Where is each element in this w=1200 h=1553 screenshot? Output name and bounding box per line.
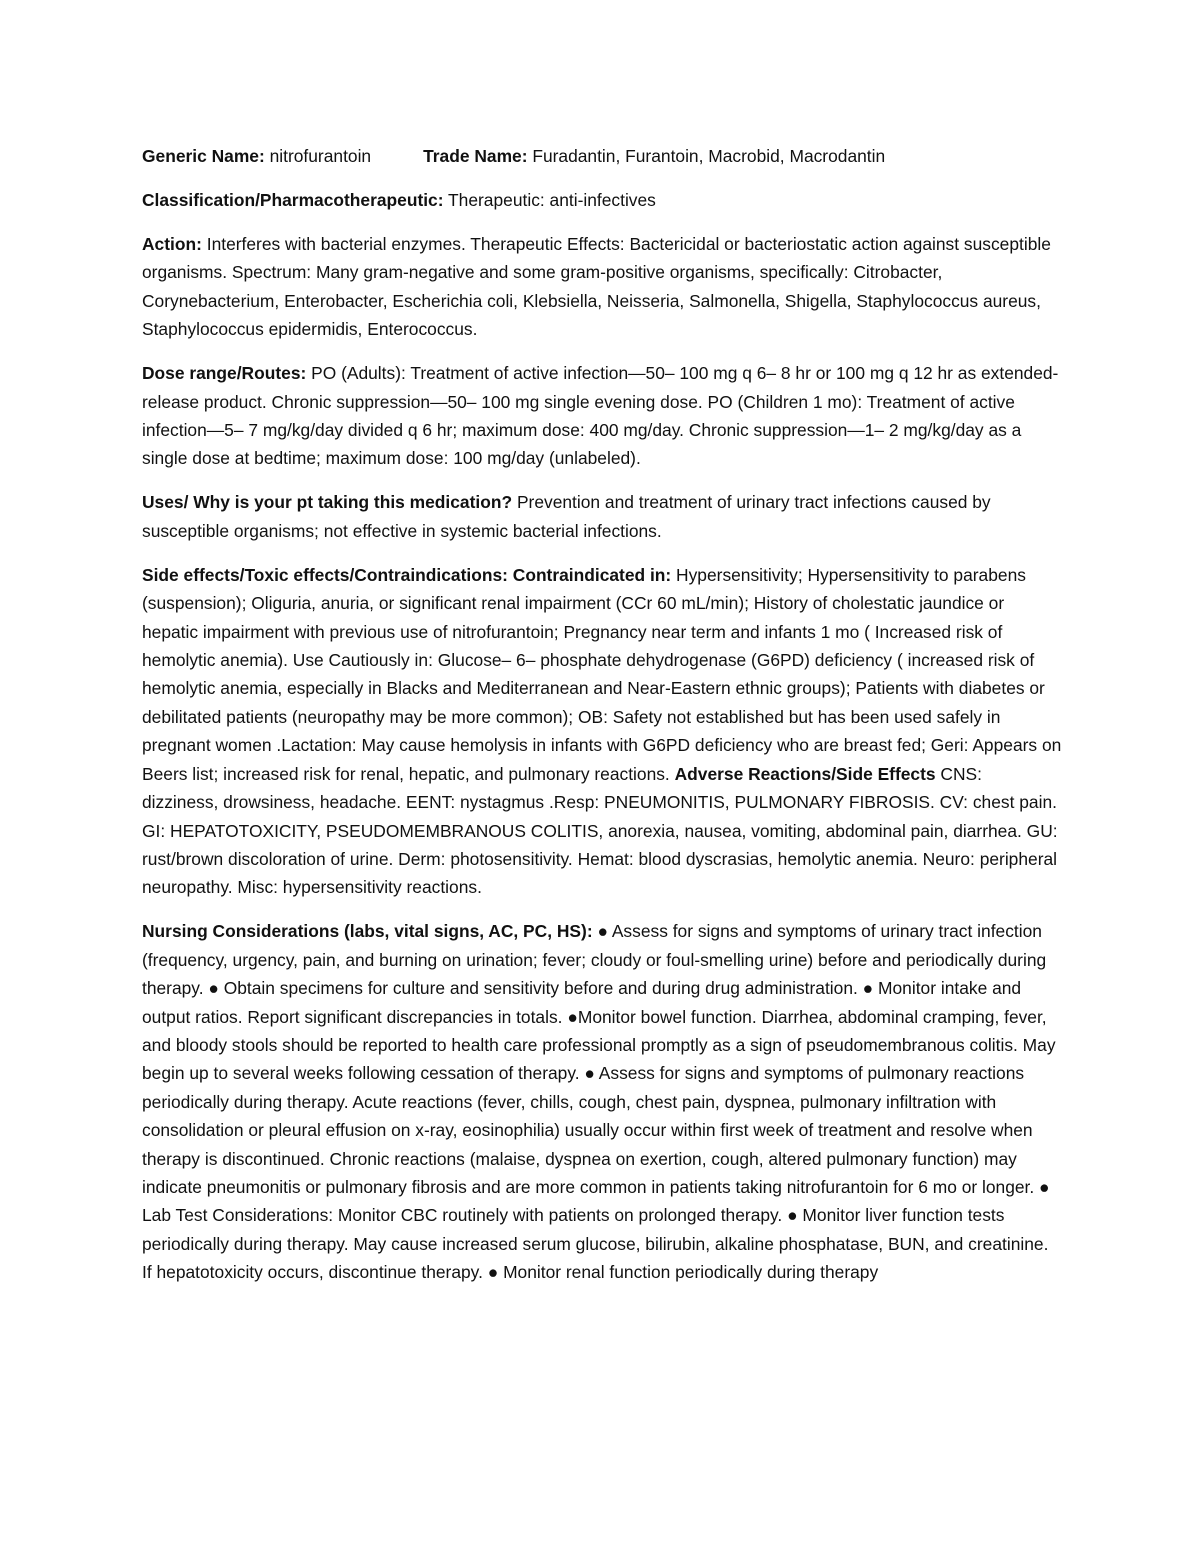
dose-paragraph bbox=[142, 359, 1062, 473]
classification-label: Classification/Pharmacotherapeutic: bbox=[142, 190, 444, 210]
generic-name-value: nitrofurantoin bbox=[264, 146, 372, 166]
uses-paragraph bbox=[142, 488, 1062, 545]
generic-name-label: Generic Name: bbox=[142, 146, 265, 166]
trade-name-label: Trade Name: bbox=[423, 146, 528, 166]
dose-label: Dose range/Routes: bbox=[142, 363, 307, 384]
uses-label: Uses/ Why is your pt taking this medication? bbox=[142, 492, 513, 513]
classification-paragraph bbox=[142, 186, 1062, 214]
side-effects-label: Side effects/Toxic effects/Contraindications: Contraindicated in: bbox=[142, 564, 672, 585]
classification-value: Therapeutic: anti-infectives bbox=[443, 190, 656, 210]
side-effects-paragraph bbox=[142, 561, 1062, 902]
trade-name-value: Furadantin, Furantoin, Macrobid, Macrodantin bbox=[527, 146, 886, 166]
side-effects-value: Hypersensitivity; Hypersensitivity to parabens (suspension); Oliguria, anuria, or significant renal impairment (CCr 60 mL/min); History of cholestatic jaundice or hepatic impairment with previous use of nitrofurantoin; Pregnancy near term and infants 1 mo ( Increased risk of hemolytic anemia). Use Cautiously in: Glucose– 6– phosphate dehydrogenase (G6PD) deficiency ( increased risk of hemolytic anemia, especially in Blacks and Mediterranean and Near-Eastern ethnic groups); Patients with diabetes or debilitated patients (neuropathy may be more common); OB: Safety not established but has been used safely in pregnant women .Lactation: May cause hemolysis in infants with G6PD deficiency who are breast fed; Geri: Appears on Beers list; increased risk for renal, hepatic, and pulmonary reactions. bbox=[142, 564, 1062, 784]
uses-value: Prevention and treatment of urinary tract infections caused by susceptible organisms; not effective in systemic bacterial infections. bbox=[142, 492, 991, 541]
action-value: Interferes with bacterial enzymes. Therapeutic Effects: Bactericidal or bacteriostatic action against susceptible organisms. Spectrum: Many gram-negative and some gram-positive organisms, specifically: Citrobacter, Corynebacterium, Enterobacter, Escherichia coli, Klebsiella, Neisseria, Salmonella, Shigella, Staphylococcus aureus, Staphylococcus epidermidis, Enterococcus. bbox=[142, 234, 1051, 340]
nursing-paragraph bbox=[142, 917, 1062, 1286]
adverse-reactions-value: CNS: dizziness, drowsiness, headache. EENT: nystagmus .Resp: PNEUMONITIS, PULMONARY FIBROSIS. CV: chest pain. GI: HEPATOTOXICITY, PSEUDOMEMBRANOUS COLITIS, anorexia, nausea, vomiting, abdominal pain, diarrhea. GU: rust/brown discoloration of urine. Derm: photosensitivity. Hemat: blood dyscrasias, hemolytic anemia. Neuro: peripheral neuropathy. Misc: hypersensitivity reactions. bbox=[142, 763, 1058, 898]
drug-name-line bbox=[142, 142, 1062, 170]
document-page bbox=[142, 142, 1062, 1302]
dose-value: PO (Adults): Treatment of active infection—50– 100 mg q 6– 8 hr or 100 mg q 12 hr as extended-release product. Chronic suppression—50– 100 mg single evening dose. PO (Children 1 mo): Treatment of active infection—5– 7 mg/kg/day divided q 6 hr; maximum dose: 400 mg/day. Chronic suppression—1– 2 mg/kg/day as a single dose at bedtime; maximum dose: 100 mg/day (unlabeled). bbox=[142, 363, 1059, 469]
action-paragraph bbox=[142, 230, 1062, 344]
nursing-value: ● Assess for signs and symptoms of urinary tract infection (frequency, urgency, pain, and burning on urination; fever; cloudy or foul-smelling urine) before and periodically during therapy. ● Obtain specimens for culture and sensitivity before and during drug administration. ● Monitor intake and output ratios. Report significant discrepancies in totals. ●Monitor bowel function. Diarrhea, abdominal cramping, fever, and bloody stools should be reported to health care professional promptly as a sign of pseudomembranous colitis. May begin up to several weeks following cessation of therapy. ● Assess for signs and symptoms of pulmonary reactions periodically during therapy. Acute reactions (fever, chills, cough, chest pain, dyspnea, pulmonary infiltration with consolidation or pleural effusion on x-ray, eosinophilia) usually occur within first week of treatment and resolve when therapy is discontinued. Chronic reactions (malaise, dyspnea on exertion, cough, altered pulmonary function) may indicate pneumonitis or pulmonary fibrosis and are more common in patients taking nitrofurantoin for 6 mo or longer. ● Lab Test Considerations: Monitor CBC routinely with patients on prolonged therapy. ● Monitor liver function tests periodically during therapy. May cause increased serum glucose, bilirubin, alkaline phosphatase, BUN, and creatinine. If hepatotoxicity occurs, discontinue therapy. ● Monitor renal function periodically during therapy bbox=[142, 921, 1056, 1283]
nursing-label: Nursing Considerations (labs, vital signs, AC, PC, HS): bbox=[142, 921, 593, 942]
adverse-reactions-label: Adverse Reactions/Side Effects bbox=[674, 763, 936, 784]
action-label: Action: bbox=[142, 234, 202, 254]
